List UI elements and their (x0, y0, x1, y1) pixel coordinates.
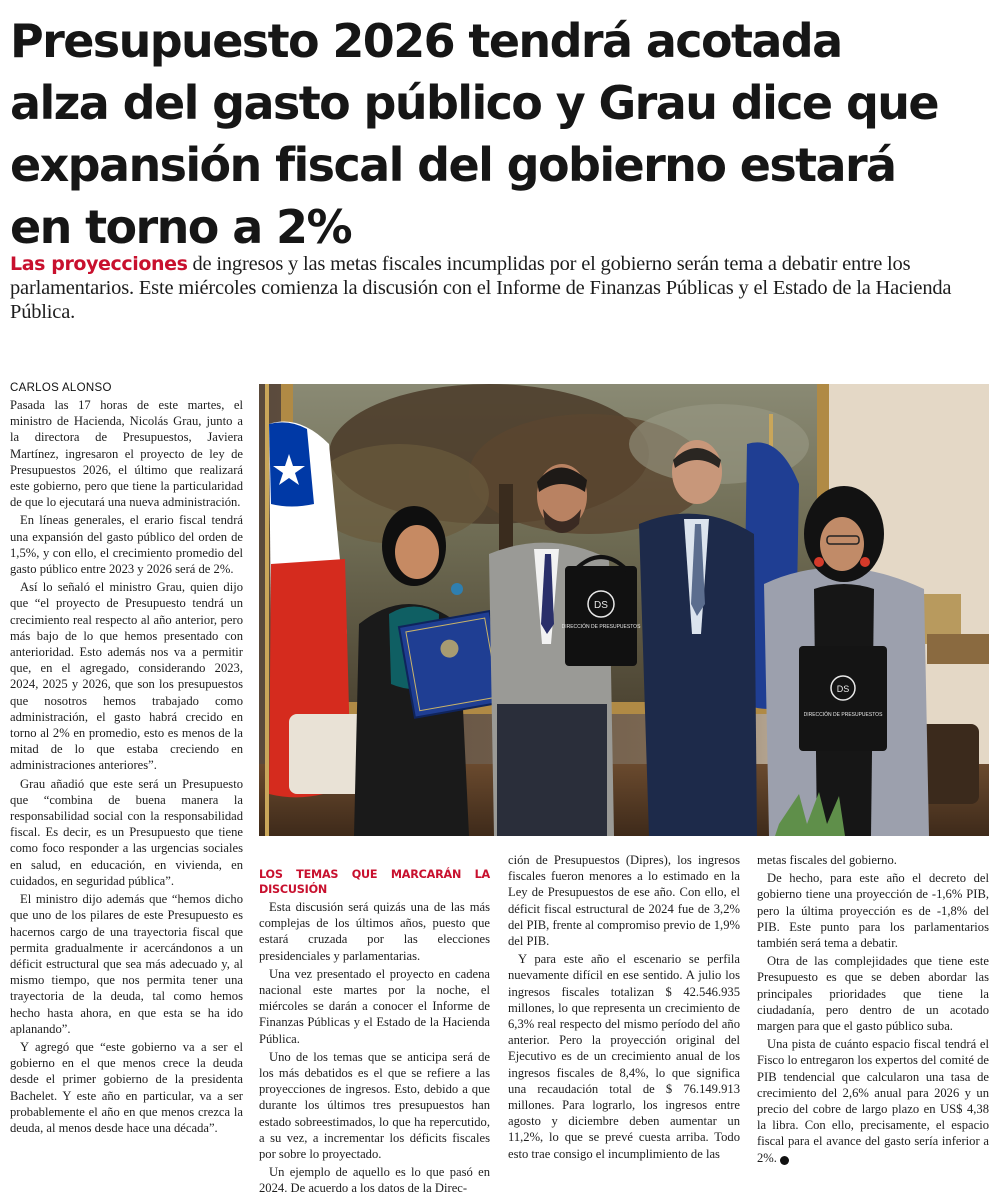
paragraph: En líneas generales, el erario fiscal tendrá una expansión del gasto público del orden de 1,5%, y con ello, el crecimiento promedio del gasto público entre 2023 y 2026 será de 2%. (10, 513, 243, 577)
news-photo (259, 384, 989, 836)
paragraph: Uno de los temas que se anticipa será de los más debatidos es el que se refiere a las proyecciones de ingresos. Esto, debido a que durante los últimos tres presupuestos han estado sobreestimados, lo que ha repercutido, a su vez, a incrementar los déficits fiscales por sobre lo proyectado. (259, 1049, 490, 1162)
deck-lead: Las proyecciones (10, 253, 188, 275)
article-column-4 (757, 852, 989, 1168)
paragraph: Grau añadió que este será un Presupuesto que “combina de buena manera la responsabilidad social con la responsabilidad fiscal. Es decir, es un Presupuesto que tiene como foco responder a las urgencias sociales en salud, en educación, en vivienda, en cuidados, en seguridad pública”. (10, 776, 243, 888)
section-subhead: LOS TEMAS QUE MARCARÁN LA DISCUSIÓN (259, 868, 490, 896)
paragraph (757, 1036, 989, 1166)
paragraph: Un ejemplo de aquello es lo que pasó en 2024. De acuerdo a los datos de la Direc- (259, 1165, 490, 1196)
paragraph: Esta discusión será quizás una de las más complejas de los últimos años, puesto que estará cruzada por las elecciones presidenciales y parlamentarias. (259, 900, 490, 963)
paragraph: Y agregó que “este gobierno va a ser el gobierno en el que menos crece la deuda desde el primer gobierno de la presidenta Bachelet. Y este año en particular, va a ser probablemente el año en que menos crezca la deuda, al menos desde hace una década”. (10, 1039, 243, 1135)
paragraph: Otra de las complejidades que tiene este Presupuesto es que se deben abordar las principales prioridades que tiene la ciudadanía, pero dentro de un acotado margen para que el gasto público suba. (757, 954, 989, 1034)
bag-label: DIRECCIÓN DE PRESUPUESTOS (803, 712, 883, 718)
end-mark-icon: P (780, 1156, 789, 1165)
paragraph: Pasada las 17 horas de este martes, el ministro de Hacienda, Nicolás Grau, junto a la directora de Presupuestos, Javiera Martínez, ingresaron el proyecto de ley de Presupuestos 2026, el último que realizará este gobierno, pero que tiene la particularidad de que lo ejecutará una nueva administración. (10, 398, 243, 510)
deck-summary (10, 252, 990, 324)
headline-line: alza del gasto público y Grau dice que (10, 76, 939, 130)
article-column-1 (10, 397, 243, 1138)
paragraph: ción de Presupuestos (Dipres), los ingresos fiscales fueron menores a lo estimado en la Ley de Presupuestos de ese año. Con ello, el déficit fiscal estructural de 2024 fue de 3,2% del PIB, frente al compromiso previo de 1,9% del PIB. (508, 853, 740, 949)
headline-line: en torno a 2% (10, 200, 351, 254)
headline-line: Presupuesto 2026 tendrá acotada (10, 14, 842, 68)
deck-text: de ingresos y las metas fiscales incumplidas por el gobierno serán tema a debatir (192, 253, 838, 275)
headline-line: expansión fiscal del gobierno estará (10, 138, 896, 192)
paragraph: De hecho, para este año el decreto del gobierno tiene una proyección de -1,6% PIB, pero la última proyección es de -1,8% del PIB. Este punto para los parlamentarios también será tema a debatir. (757, 871, 989, 951)
paragraph: Y para este año el escenario se perfila nuevamente difícil en ese sentido. A julio los ingresos fiscales totalizan $ 42.546.935 millones, lo que representa un crecimiento de 6,3% real respecto del mismo período del año anterior. Pero la proyección original del Ejecutivo es de un crecimiento anual de los ingresos fiscales de 8,4%, lo que significa una recaudación total de $ 76.149.913 millones. Para lograrlo, los ingresos entre agosto y diciembre deben aumentar un 11,2%, lo que se prevé cuesta arriba. Todo esto trae consigo el incumplimiento de las (508, 952, 740, 1161)
byline: CARLOS ALONSO (10, 382, 112, 394)
article-column-2 (259, 868, 490, 1199)
paragraph: Así lo señaló el ministro Grau, quien dijo que “el proyecto de Presupuesto tendrá un crecimiento real respecto al año anterior, pero más bajo de lo que hemos presentado con anterioridad. Esto además nos va a permitir que, en el agregado, considerando 2023, 2024, 2025 y 2026, que son los presupuestos que nosotros hemos trabajado como administración, el gasto habrá crecido en torno al 2% en promedio, esto es menos de la mitad de lo que estaba creciendo en administraciones anteriores”. (10, 580, 243, 773)
paragraph: El ministro dijo además que “hemos dicho que uno de los pilares de este Presupuesto es hacernos cargo de una trayectoria fiscal que permita gradualmente ir acercándonos a un déficit estructural que sea más adecuado y, al mismo tiempo, que nos permita tener una trayectoria de la deuda, tal como hemos hecho hasta ahora, en que esta se ha ido aplanando”. (10, 892, 243, 1036)
paragraph: Una vez presentado el proyecto en cadena nacional este martes por la noche, el miércoles se darán a conocer el Informe de Finanzas Públicas y el Estado de la Hacienda Pública. (259, 966, 490, 1046)
paragraph: metas fiscales del gobierno. (757, 853, 897, 867)
bag-logo: DS (594, 600, 608, 611)
deck-text: Estado de la Hacienda Pública. (10, 277, 952, 323)
article-column-3 (508, 852, 740, 1164)
paragraph-text: Una pista de cuánto espacio fiscal tendrá el Fisco lo entregaron los expertos del comité de PIB tendencial que calcularon una tasa de crecimiento del 2,6% anual para 2026 y un precio del cobre de largo plazo en US$ 4,38 la libra. Con ello, precisamente, el espacio fiscal para el avance del gasto sería inferior a 2%. (757, 1037, 989, 1165)
deck-text: entre los parlamentarios. Este miércoles comienza la discusión con el Informe de Finanzas Públicas y el (10, 253, 911, 299)
headline (10, 10, 985, 258)
bag-logo: DS (836, 684, 850, 694)
bag-label: DIRECCIÓN DE PRESUPUESTOS (561, 624, 641, 630)
